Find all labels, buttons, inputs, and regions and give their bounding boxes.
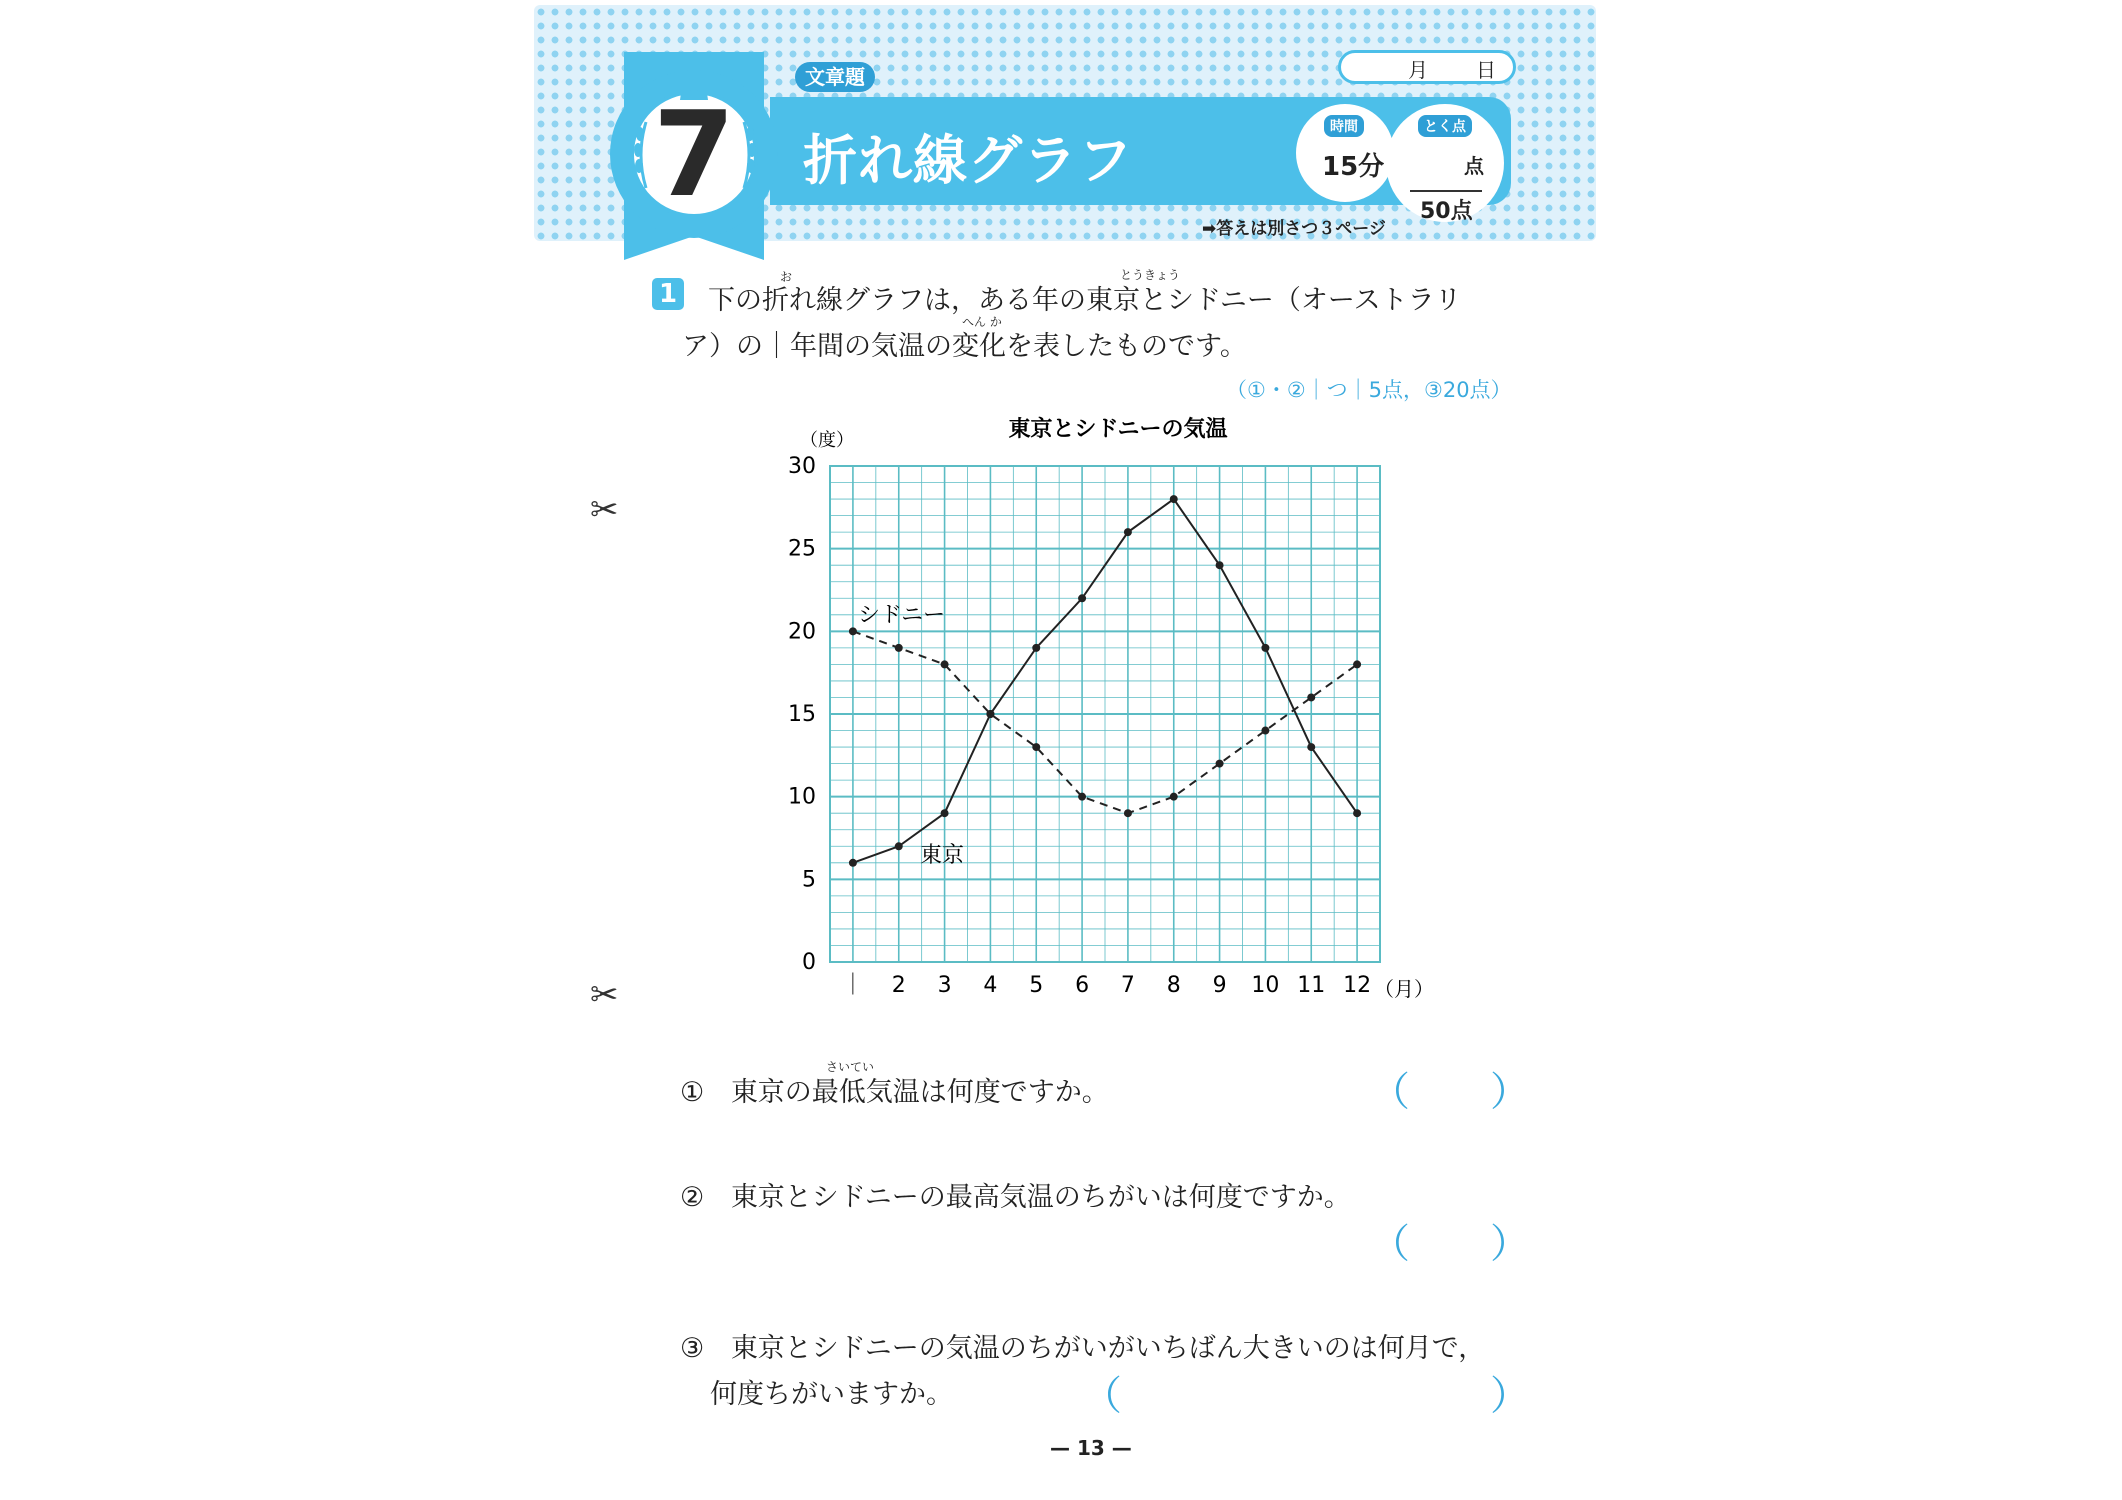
data-point-sydney [1261,727,1269,735]
x-tick-label: 5 [1029,973,1044,998]
y-tick-label: 25 [788,536,816,562]
answer-paren-close: ） [1490,1373,1530,1419]
y-tick-label: 15 [788,702,816,727]
answer-paren-open: （ [1370,1069,1410,1115]
ruby-henka: へん か [962,315,1002,329]
x-tick-label: 2 [891,973,906,998]
chart-y-axis-label: （度） [800,430,854,451]
series-label-sydney: シドニー [858,603,946,628]
answer-paren-close: ） [1490,1069,1530,1115]
data-point-tokyo [1261,644,1269,652]
ribbon-notch [624,236,764,260]
data-point-tokyo [1307,743,1315,751]
x-tick-label: 11 [1297,973,1326,998]
data-point-tokyo [1170,495,1178,503]
subquestion-marker: ① [680,1077,705,1108]
score-label: とく点 [1418,115,1472,137]
answer-paren-open: （ [1370,1221,1410,1267]
subquestion-marker: ② [680,1182,705,1213]
subquestion-3 [680,1326,1485,1365]
subquestion-text: 東京とシドニーの最高気温のちがいは何度ですか。 [730,1182,1351,1213]
x-tick-label: ｜ [841,973,864,998]
subquestion-1 [680,1070,1109,1109]
score-unit: 点 [1464,154,1484,178]
subquestion-3-line2: 何度ちがいますか。 [710,1379,953,1410]
y-tick-label: 0 [802,950,816,975]
x-tick-label: 12 [1343,973,1372,998]
x-tick-label: 4 [983,973,998,998]
data-point-sydney [1124,809,1132,817]
question-text-line2: ア）の｜年間の気温の変化を表したものです。 [682,331,1247,362]
scissors-icon: ✂ [590,490,619,530]
data-point-sydney [1353,660,1361,668]
y-tick-label: 30 [788,454,816,479]
data-point-sydney [1307,693,1315,701]
answer-paren-close: ） [1490,1221,1530,1267]
series-label-tokyo: 東京 [920,843,965,868]
y-tick-label: 5 [802,867,816,893]
unit-number: 7 [652,85,736,223]
data-point-tokyo [849,859,857,867]
data-point-tokyo [1353,809,1361,817]
question-number: 1 [652,278,684,310]
chart-title: 東京とシドニーの気温 [1008,417,1228,442]
x-tick-label: 6 [1075,973,1090,998]
x-tick-label: 7 [1120,973,1135,998]
x-tick-label: 10 [1251,973,1280,998]
genre-badge: 文章題 [795,62,875,92]
date-month-label: 月 [1408,58,1428,82]
time-label: 時間 [1324,115,1364,137]
answer-paren-open: （ [1082,1373,1122,1419]
x-tick-label: 3 [937,973,952,998]
data-point-sydney [849,627,857,635]
data-point-sydney [1216,760,1224,768]
ruby-ori: お [780,270,793,284]
chart-x-axis-label: （月） [1374,977,1434,1001]
time-value: 15分 [1322,152,1385,182]
score-divider [1410,190,1482,192]
scissors-icon: ✂ [590,975,619,1015]
ruby-saitei: さいてい [826,1060,875,1074]
data-point-sydney [941,660,949,668]
laurel-left-icon [632,120,652,190]
answer-blank-2[interactable] [1400,1212,1490,1260]
data-point-sydney [986,710,994,718]
question-text-line1: 下の折れ線グラフは，ある年の東京とシドニー（オーストラリ [708,285,1462,316]
answer-blank-3[interactable] [1112,1364,1488,1412]
data-point-tokyo [1078,594,1086,602]
score-max: 50点 [1420,199,1473,224]
answer-reference: ➡答えは別さつ３ページ [1202,219,1386,239]
subquestion-marker: ③ [680,1333,705,1364]
y-tick-label: 10 [788,784,816,810]
data-point-tokyo [895,842,903,850]
data-point-sydney [1032,743,1040,751]
answer-blank-1[interactable] [1400,1060,1490,1108]
data-point-sydney [1078,793,1086,801]
ruby-tokyo: とうきょう [1120,268,1181,282]
data-point-sydney [1170,793,1178,801]
x-tick-label: 8 [1166,973,1181,998]
y-tick-label: 20 [788,619,816,645]
data-point-tokyo [1032,644,1040,652]
data-point-tokyo [1216,561,1224,569]
page-title: 折れ線グラフ [803,129,1133,192]
data-point-tokyo [941,809,949,817]
page-number: — 13 — [1050,1436,1132,1460]
subquestion-2 [680,1175,1351,1214]
date-day-label: 日 [1476,58,1496,82]
line-chart [760,408,1440,1008]
data-point-tokyo [1124,528,1132,536]
subquestion-text: 東京の最低気温は何度ですか。 [730,1077,1109,1108]
laurel-right-icon [738,120,758,190]
subquestion-text: 東京とシドニーの気温のちがいがいちばん大きいのは何月で， [730,1333,1486,1364]
data-point-sydney [895,644,903,652]
x-tick-label: 9 [1212,973,1227,998]
points-note: （①・②｜つ｜5点，③20点） [1226,378,1512,402]
